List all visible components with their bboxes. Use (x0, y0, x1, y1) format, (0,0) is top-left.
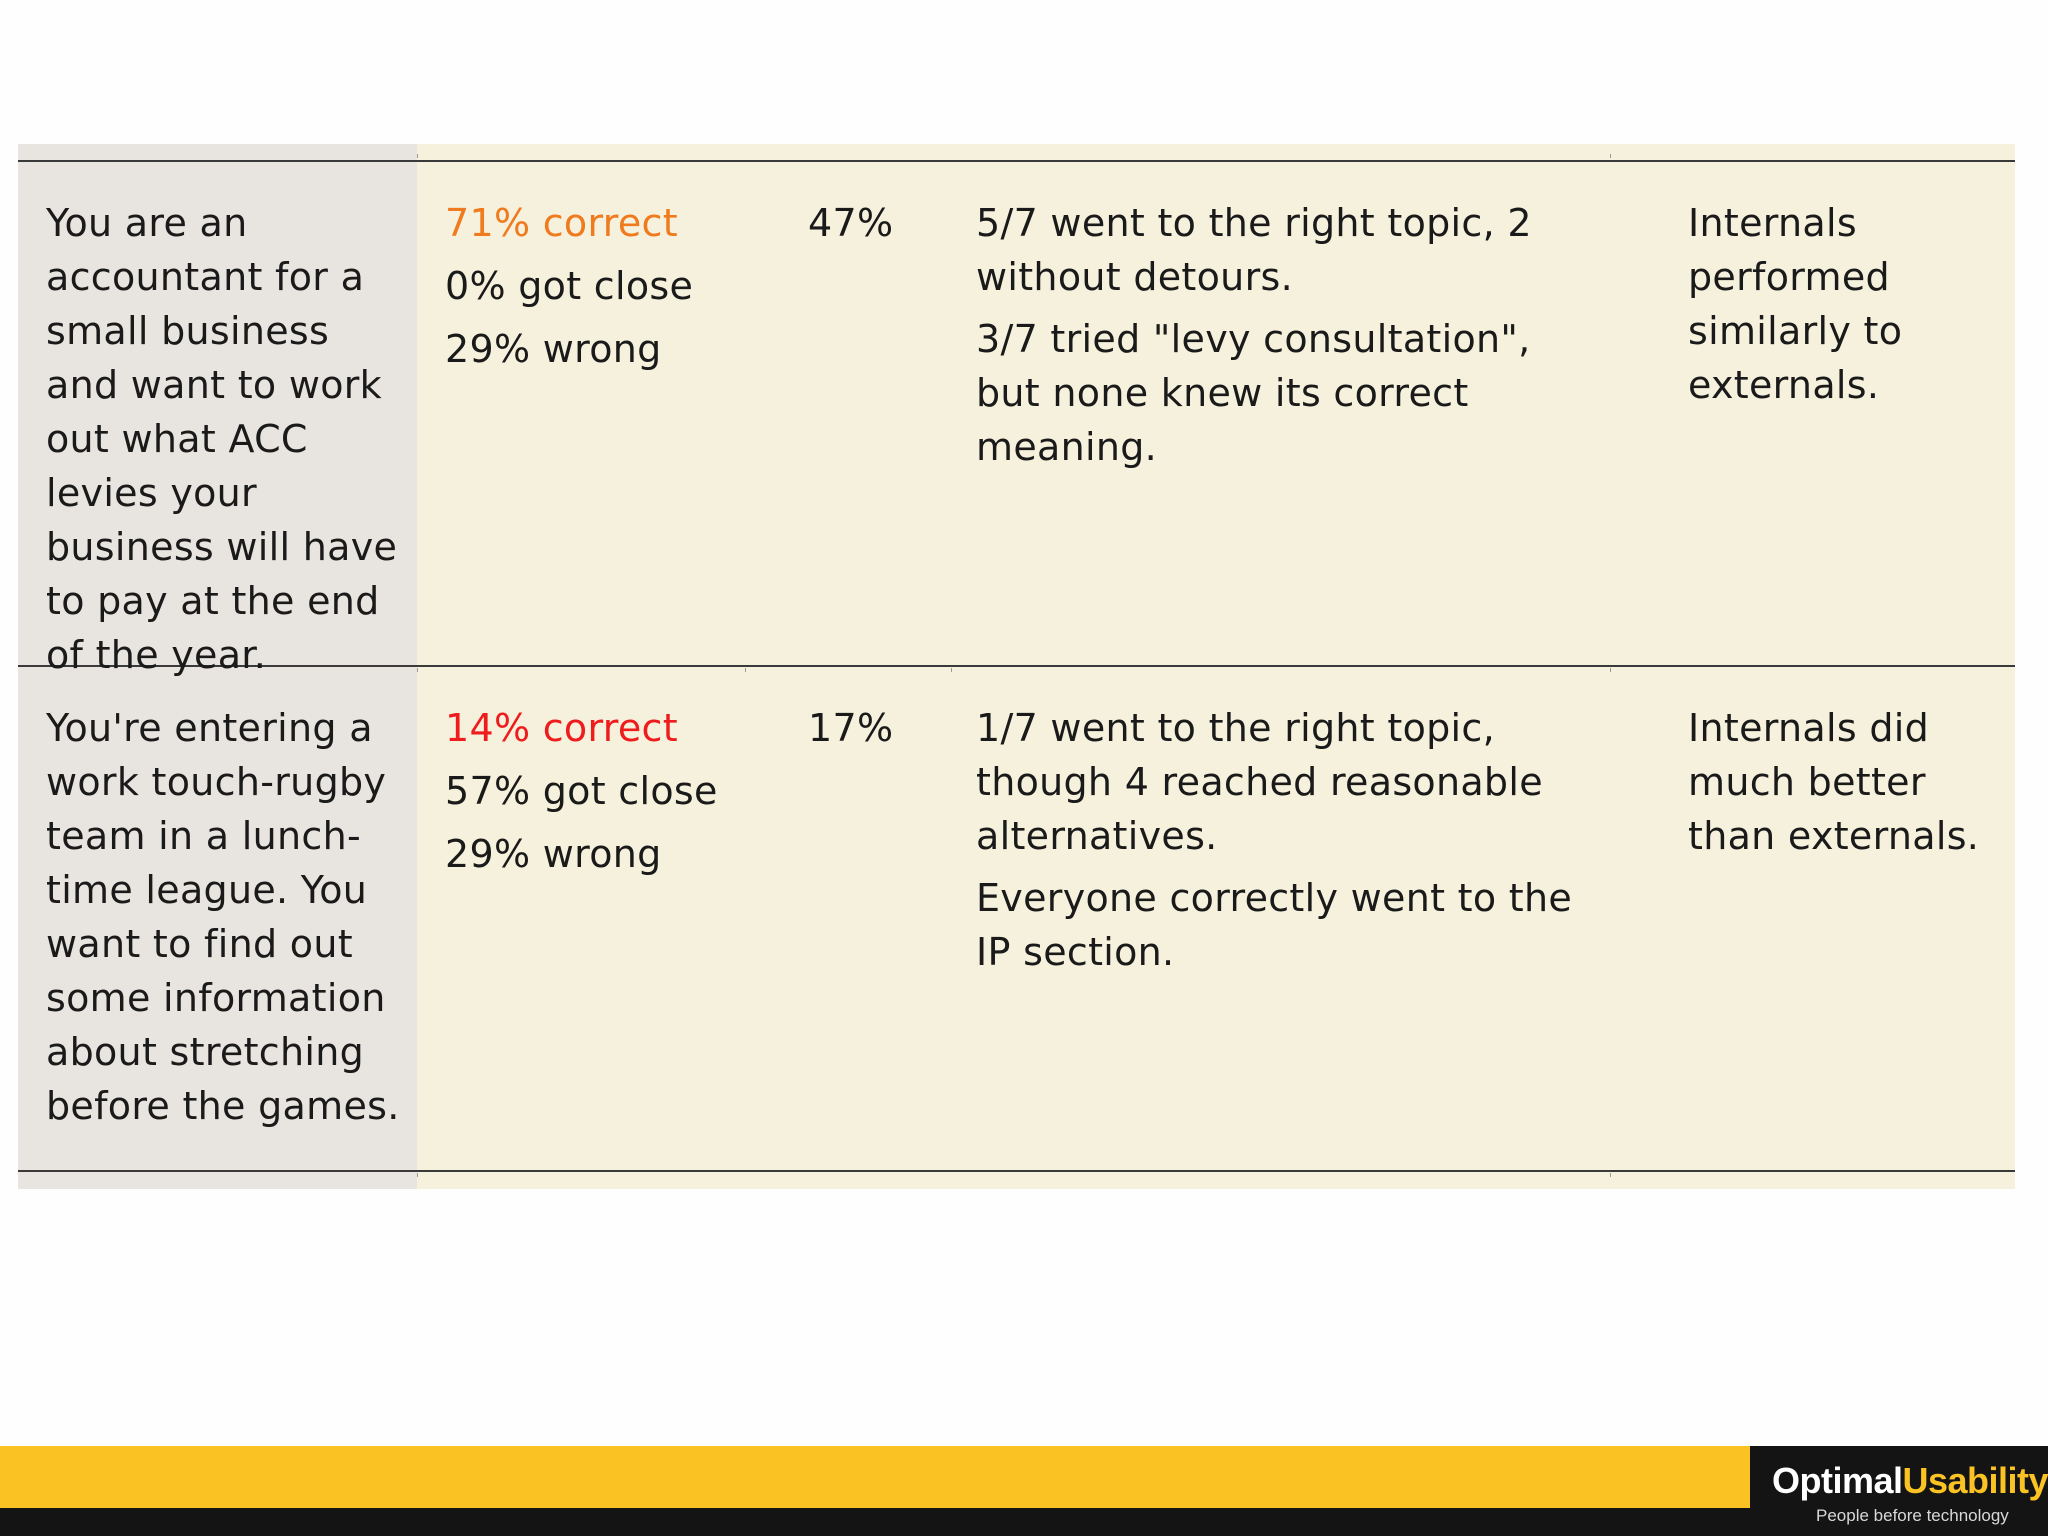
task-description: You are an accountant for a small business and want to work out what ACC levies your business will have to pay at the end of the year. (46, 201, 398, 677)
wrong-rate: 29% wrong (445, 832, 662, 876)
table-row (18, 701, 2015, 1181)
logo-primary: Optimal (1772, 1460, 1903, 1501)
percentage-cell (808, 701, 958, 763)
column-tick (417, 154, 418, 158)
note: 3/7 tried "levy consultation", but none knew its correct meaning. (976, 317, 1531, 469)
logo-secondary: Usability (1902, 1460, 2048, 1501)
percentage-cell (808, 196, 958, 258)
footer-accent-band (0, 1446, 1750, 1508)
logo-tagline: People before technology (1816, 1506, 2009, 1525)
close-rate: 0% got close (445, 264, 694, 308)
footer (0, 1446, 2048, 1536)
note: 5/7 went to the right topic, 2 without detours. (976, 201, 1532, 299)
task-description-cell (46, 196, 406, 682)
correct-rate: 14% correct (445, 706, 678, 750)
comparison-text: Internals performed similarly to externals. (1688, 201, 1903, 407)
footer-base-strip (0, 1508, 2048, 1536)
column-tick (1610, 154, 1611, 158)
notes-cell (976, 701, 1596, 987)
percentage-value: 47% (808, 201, 894, 245)
table-top-rule (18, 160, 2015, 162)
note: Everyone correctly went to the IP section. (976, 876, 1573, 974)
close-rate: 57% got close (445, 769, 718, 813)
wrong-rate: 29% wrong (445, 327, 662, 371)
company-logo (1750, 1446, 2048, 1536)
logo-wordmark (1772, 1460, 2048, 1502)
comparison-cell (1688, 196, 2008, 412)
results-table (18, 144, 2015, 1189)
task-description: You're entering a work touch-rugby team in a lunch-time league. You want to find out some information about stretching before the games. (46, 706, 400, 1128)
task-description-cell (46, 701, 406, 1133)
result-breakdown-cell (445, 196, 775, 385)
percentage-value: 17% (808, 706, 894, 750)
notes-cell (976, 196, 1596, 482)
note: 1/7 went to the right topic, though 4 reached reasonable alternatives. (976, 706, 1543, 858)
correct-rate: 71% correct (445, 201, 678, 245)
comparison-text: Internals did much better than externals. (1688, 706, 1980, 858)
table-row (18, 196, 2015, 676)
result-breakdown-cell (445, 701, 775, 890)
comparison-cell (1688, 701, 2008, 863)
